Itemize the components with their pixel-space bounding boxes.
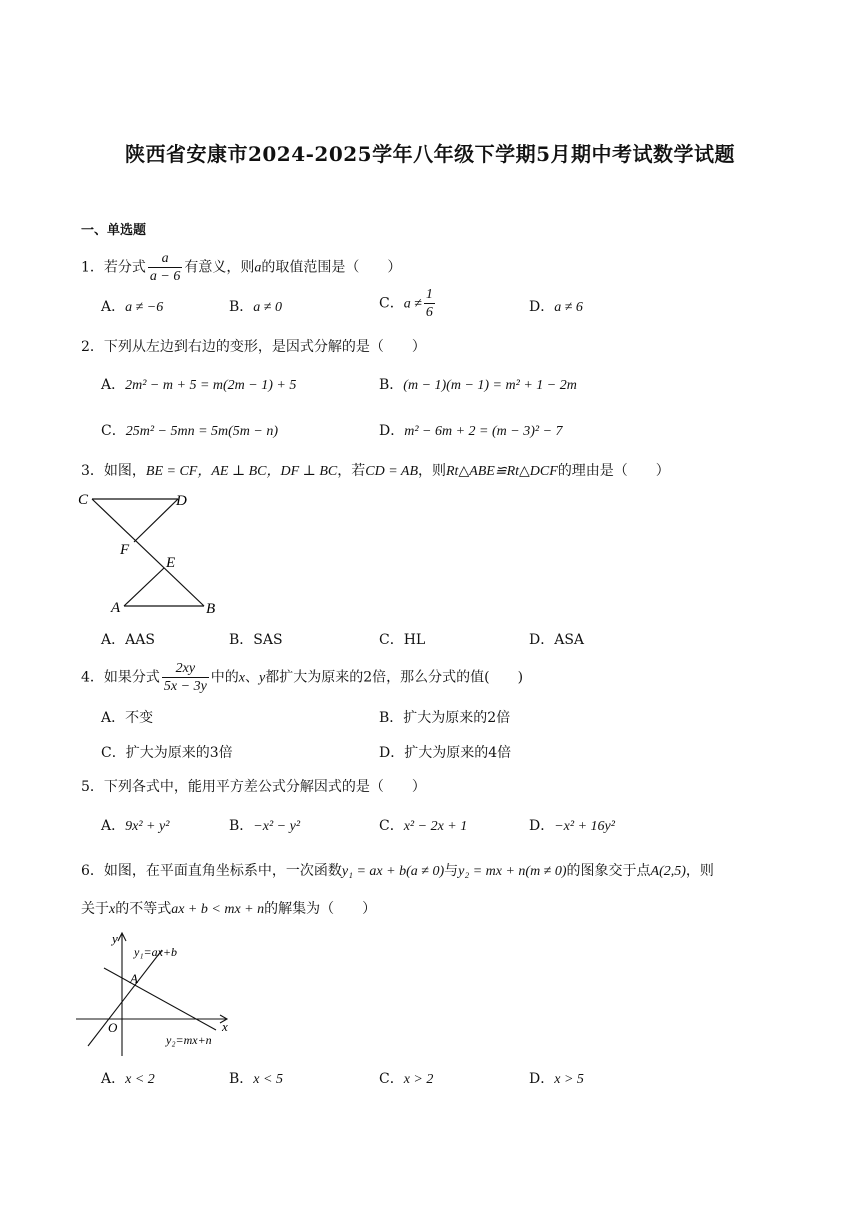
- question-4-option-b[interactable]: B．扩大为原来的2倍: [379, 710, 511, 726]
- fraction: $\frac{1}{6}$: [425, 287, 433, 320]
- origin-label: O: [108, 1020, 118, 1035]
- question-6-option-a[interactable]: A．x < 2: [101, 1071, 155, 1087]
- question-5-option-a[interactable]: A．9x² + y²: [101, 818, 170, 834]
- line-y1-label: y₁=ax+b: [134, 945, 178, 959]
- question-1-option-c[interactable]: C．a ≠ $\frac{1}{6}$: [379, 287, 433, 320]
- question-3-option-d[interactable]: D．ASA: [529, 632, 585, 648]
- question-1-option-b[interactable]: B．a ≠ 0: [229, 299, 282, 315]
- question-4-stem: 4．如果分式 $\frac{2xy}{5x - 3y}$ 中的x、y都扩大为原来的2倍，那么分式的值( ): [81, 661, 524, 694]
- question-6-stem-line-1: 6．如图，在平面直角坐标系中，一次函数y₁ = ax + b(a ≠ 0)与y₂ = mx + n(m ≠ 0)的图象交于点A(2,5)，则: [81, 863, 714, 879]
- line-y1: [88, 950, 162, 1046]
- question-4-option-d[interactable]: D．扩大为原来的4倍: [379, 745, 512, 761]
- line-y2-label: y₂=mx+n: [166, 1033, 212, 1047]
- question-6-option-c[interactable]: C．x > 2: [379, 1071, 434, 1087]
- label-b: B: [206, 601, 216, 617]
- segment-ea: [124, 568, 164, 606]
- question-4-option-c[interactable]: C．扩大为原来的3倍: [101, 745, 233, 761]
- fraction: $\frac{a}{a - 6}$: [149, 251, 181, 284]
- line-y2: [104, 968, 216, 1030]
- question-2-option-a[interactable]: A．2m² − m + 5 = m(2m − 1) + 5: [101, 377, 297, 393]
- question-2-option-c[interactable]: C．25m² − 5mn = 5m(5m − n): [101, 423, 279, 439]
- question-5-stem: 5．下列各式中，能用平方差公式分解因式的是（ ）: [81, 779, 426, 795]
- point-a-label: A: [130, 971, 138, 986]
- question-6-stem-line-2: 关于x的不等式ax + b < mx + n的解集为（ ）: [81, 901, 377, 917]
- label-e: E: [166, 555, 176, 571]
- question-6-graph: [76, 928, 236, 1058]
- question-1-option-d[interactable]: D．a ≠ 6: [529, 299, 583, 315]
- question-2-option-b[interactable]: B．(m − 1)(m − 1) = m² + 1 − 2m: [379, 377, 577, 393]
- question-6-option-b[interactable]: B．x < 5: [229, 1071, 283, 1087]
- question-3-option-a[interactable]: A．AAS: [101, 632, 155, 648]
- label-d: D: [176, 493, 187, 509]
- question-2-option-d[interactable]: D．m² − 6m + 2 = (m − 3)² − 7: [379, 423, 563, 439]
- segment-df: [134, 499, 178, 542]
- question-5-option-c[interactable]: C．x² − 2x + 1: [379, 818, 468, 834]
- fraction: $\frac{2xy}{5x - 3y}$: [163, 661, 207, 694]
- label-c: C: [78, 492, 89, 508]
- segment-cb: [92, 499, 204, 606]
- question-5-option-d[interactable]: D．−x² + 16y²: [529, 818, 615, 834]
- axis-label-y: y: [112, 931, 118, 946]
- label-f: F: [120, 542, 130, 558]
- question-3-stem: 3．如图，BE = CF，AE ⊥ BC，DF ⊥ BC，若CD = AB，则Rt△ABE≌Rt△DCF的理由是（ ）: [81, 463, 670, 479]
- question-2-stem: 2．下列从左边到右边的变形，是因式分解的是（ ）: [81, 339, 426, 355]
- section-heading: 一、单选题: [81, 223, 147, 238]
- question-3-option-b[interactable]: B．SAS: [229, 632, 283, 648]
- question-3-option-c[interactable]: C．HL: [379, 632, 426, 648]
- question-6-option-d[interactable]: D．x > 5: [529, 1071, 584, 1087]
- question-4-option-a[interactable]: A．不变: [101, 710, 154, 726]
- question-5-option-b[interactable]: B．−x² − y²: [229, 818, 301, 834]
- page-title: 陕西省安康市2024-2025学年八年级下学期5月期中考试数学试题: [124, 142, 736, 166]
- question-3-figure: [78, 488, 228, 618]
- axis-label-x: x: [222, 1019, 228, 1034]
- label-a: A: [111, 600, 121, 616]
- question-1-option-a[interactable]: A．a ≠ −6: [101, 299, 164, 315]
- question-1-stem: 1．若分式 $\frac{a}{a - 6}$ 有意义，则a的取值范围是（ ）: [81, 251, 402, 284]
